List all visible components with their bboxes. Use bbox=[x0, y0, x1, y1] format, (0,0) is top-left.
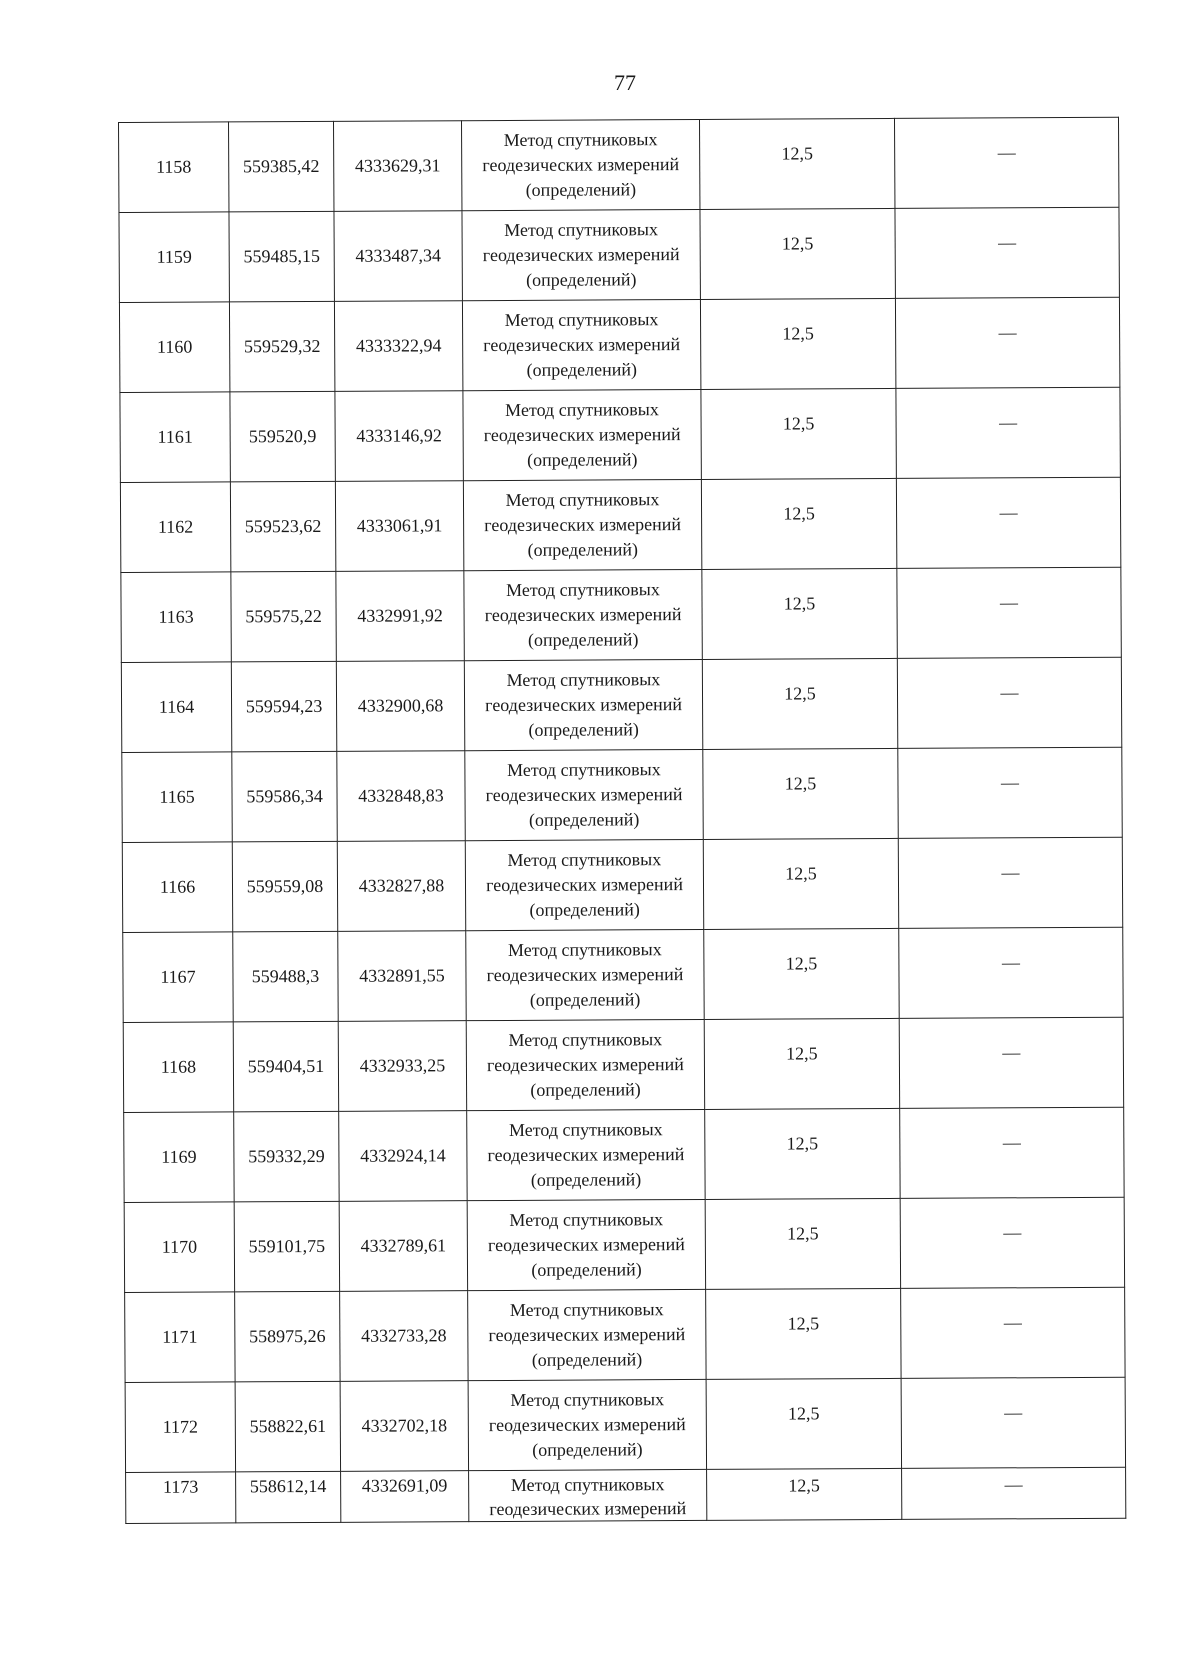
point-number-cell: 1161 bbox=[120, 392, 230, 483]
method-line: (определений) bbox=[527, 539, 638, 560]
method-line: геодезических измерений bbox=[485, 784, 683, 806]
table-row bbox=[119, 117, 1119, 212]
method-line: (определений) bbox=[525, 179, 637, 200]
method-line: геодезических измерений bbox=[484, 514, 682, 536]
method-line: геодезических измерений bbox=[486, 964, 684, 986]
table-row bbox=[119, 297, 1119, 392]
x-coordinate-cell: 559101,75 bbox=[234, 1201, 339, 1292]
point-number-cell: 1169 bbox=[124, 1112, 234, 1203]
method-cell bbox=[467, 1199, 705, 1290]
method-cell bbox=[465, 749, 703, 840]
method-line: (определений) bbox=[526, 359, 638, 380]
note-dash-cell: — bbox=[901, 1287, 1125, 1378]
table-row bbox=[124, 1197, 1124, 1292]
method-line: (определений) bbox=[531, 1259, 642, 1280]
method-cell bbox=[464, 659, 702, 750]
table-row bbox=[125, 1287, 1125, 1382]
method-line: (определений) bbox=[526, 269, 637, 290]
y-coordinate-cell: 4332733,28 bbox=[340, 1291, 468, 1382]
method-line: геодезических измерений bbox=[485, 694, 683, 716]
table-row bbox=[122, 747, 1122, 842]
method-line: Метод спутниковых bbox=[508, 1029, 663, 1050]
note-dash-cell: — bbox=[898, 747, 1122, 838]
method-line: Метод спутниковых bbox=[509, 1209, 664, 1230]
method-cell bbox=[463, 389, 701, 480]
method-line: Метод спутниковых bbox=[509, 1299, 664, 1320]
point-number-cell: 1170 bbox=[124, 1202, 234, 1293]
method-line: (определений) bbox=[529, 989, 641, 1010]
x-coordinate-cell: 559485,15 bbox=[229, 211, 334, 302]
y-coordinate-cell: 4332891,55 bbox=[338, 931, 466, 1022]
page-number: 77 bbox=[614, 70, 636, 95]
note-dash-cell: — bbox=[900, 1197, 1124, 1288]
point-number-cell: 1171 bbox=[125, 1292, 235, 1383]
x-coordinate-cell: 558822,61 bbox=[235, 1381, 340, 1472]
table-row bbox=[120, 477, 1120, 572]
method-line: (определений) bbox=[531, 1349, 643, 1370]
method-line: геодезических измерений bbox=[483, 334, 681, 356]
y-coordinate-cell: 4332933,25 bbox=[338, 1021, 466, 1112]
point-number-cell: 1160 bbox=[119, 302, 229, 393]
point-number-cell: 1173 bbox=[126, 1472, 236, 1524]
point-number-cell: 1167 bbox=[123, 932, 233, 1023]
table-row bbox=[121, 567, 1121, 662]
method-line: Метод спутниковых bbox=[503, 129, 658, 150]
accuracy-cell: 12,5 bbox=[705, 1108, 900, 1199]
table-row bbox=[121, 657, 1121, 752]
method-line: (определений) bbox=[532, 1439, 643, 1460]
note-dash-cell: — bbox=[896, 387, 1120, 478]
y-coordinate-cell: 4332900,68 bbox=[336, 661, 464, 752]
table-row bbox=[123, 1017, 1123, 1112]
method-line: Метод спутниковых bbox=[506, 669, 661, 690]
method-cell bbox=[468, 1289, 706, 1380]
method-line: (определений) bbox=[528, 809, 640, 830]
method-cell bbox=[465, 839, 703, 930]
point-number-cell: 1164 bbox=[121, 662, 231, 753]
point-number-cell: 1162 bbox=[120, 482, 230, 573]
method-line: (определений) bbox=[530, 1079, 641, 1100]
method-line: (определений) bbox=[530, 1169, 642, 1190]
method-line: геодезических измерений bbox=[488, 1414, 686, 1436]
x-coordinate-cell: 559559,08 bbox=[232, 841, 337, 932]
point-number-cell: 1158 bbox=[119, 122, 229, 213]
y-coordinate-cell: 4333322,94 bbox=[334, 301, 462, 392]
note-dash-cell: — bbox=[895, 297, 1119, 388]
method-line: геодезических измерений bbox=[486, 874, 683, 896]
method-line: геодезических измерений bbox=[487, 1234, 685, 1256]
accuracy-cell: 12,5 bbox=[699, 118, 894, 209]
accuracy-cell: 12,5 bbox=[703, 838, 898, 929]
y-coordinate-cell: 4332848,83 bbox=[337, 751, 465, 842]
point-number-cell: 1165 bbox=[122, 752, 232, 843]
accuracy-cell: 12,5 bbox=[700, 208, 895, 299]
y-coordinate-cell: 4332691,09 bbox=[341, 1471, 469, 1523]
method-cell bbox=[464, 569, 702, 660]
x-coordinate-cell: 559520,9 bbox=[230, 391, 335, 482]
y-coordinate-cell: 4332991,92 bbox=[336, 571, 464, 662]
x-coordinate-cell: 559586,34 bbox=[232, 751, 337, 842]
y-coordinate-cell: 4333629,31 bbox=[333, 121, 461, 212]
method-line: Метод спутниковых bbox=[508, 1119, 663, 1140]
method-cell bbox=[467, 1109, 705, 1200]
method-line: геодезических измерений bbox=[489, 1498, 687, 1520]
method-line: Метод спутниковых bbox=[505, 399, 659, 420]
accuracy-cell: 12,5 bbox=[705, 1198, 900, 1289]
table-row bbox=[120, 387, 1120, 482]
method-line: (определений) bbox=[527, 629, 639, 650]
point-number-cell: 1172 bbox=[125, 1382, 235, 1473]
method-cell bbox=[463, 479, 701, 570]
method-cell bbox=[461, 119, 699, 210]
x-coordinate-cell: 559523,62 bbox=[230, 481, 335, 572]
table-row bbox=[119, 207, 1119, 302]
method-line: Метод спутниковых bbox=[506, 759, 661, 780]
y-coordinate-cell: 4333487,34 bbox=[334, 211, 462, 302]
method-cell bbox=[466, 1019, 704, 1110]
x-coordinate-cell: 559575,22 bbox=[231, 571, 336, 662]
note-dash-cell: — bbox=[901, 1377, 1125, 1468]
method-line: (определений) bbox=[529, 899, 640, 920]
x-coordinate-cell: 559385,42 bbox=[229, 121, 334, 212]
method-line: (определений) bbox=[527, 449, 638, 470]
accuracy-cell: 12,5 bbox=[704, 1018, 899, 1109]
note-dash-cell: — bbox=[898, 837, 1122, 928]
accuracy-cell: 12,5 bbox=[706, 1378, 901, 1469]
accuracy-cell: 12,5 bbox=[701, 388, 896, 479]
method-cell bbox=[462, 299, 700, 390]
method-line: Метод спутниковых bbox=[504, 219, 658, 240]
accuracy-cell: 12,5 bbox=[701, 478, 896, 569]
x-coordinate-cell: 559488,3 bbox=[233, 931, 338, 1022]
point-number-cell: 1159 bbox=[119, 212, 229, 303]
method-line: геодезических измерений bbox=[482, 244, 680, 266]
note-dash-cell: — bbox=[894, 117, 1118, 208]
table-row bbox=[125, 1377, 1125, 1472]
accuracy-cell: 12,5 bbox=[704, 928, 899, 1019]
method-line: Метод спутниковых bbox=[505, 489, 660, 510]
method-cell bbox=[462, 209, 700, 300]
table-row bbox=[126, 1467, 1126, 1523]
note-dash-cell: — bbox=[899, 927, 1123, 1018]
x-coordinate-cell: 558612,14 bbox=[236, 1471, 341, 1523]
note-dash-cell: — bbox=[902, 1467, 1126, 1519]
point-number-cell: 1166 bbox=[122, 842, 232, 933]
method-line: геодезических измерений bbox=[484, 604, 682, 626]
y-coordinate-cell: 4332789,61 bbox=[339, 1201, 467, 1292]
accuracy-cell: 12,5 bbox=[703, 748, 898, 839]
method-line: геодезических измерений bbox=[487, 1144, 685, 1166]
method-line: геодезических измерений bbox=[486, 1054, 684, 1076]
method-cell bbox=[468, 1379, 706, 1470]
document-sheet bbox=[118, 117, 1125, 1524]
note-dash-cell: — bbox=[897, 567, 1121, 658]
method-line: Метод спутниковых bbox=[506, 579, 660, 600]
accuracy-cell: 12,5 bbox=[700, 298, 895, 389]
x-coordinate-cell: 559594,23 bbox=[231, 661, 336, 752]
method-line: геодезических измерений bbox=[488, 1324, 686, 1346]
accuracy-cell: 12,5 bbox=[707, 1468, 902, 1520]
accuracy-cell: 12,5 bbox=[706, 1288, 901, 1379]
y-coordinate-cell: 4333061,91 bbox=[335, 481, 463, 572]
note-dash-cell: — bbox=[900, 1107, 1124, 1198]
method-line: Метод спутниковых bbox=[507, 849, 662, 870]
table-row bbox=[124, 1107, 1124, 1202]
table-body bbox=[119, 117, 1126, 1523]
method-cell bbox=[466, 929, 704, 1020]
accuracy-cell: 12,5 bbox=[702, 658, 897, 749]
note-dash-cell: — bbox=[899, 1017, 1123, 1108]
table-row bbox=[123, 927, 1123, 1022]
method-line: Метод спутниковых bbox=[507, 939, 662, 960]
y-coordinate-cell: 4332924,14 bbox=[339, 1111, 467, 1202]
note-dash-cell: — bbox=[895, 207, 1119, 298]
x-coordinate-cell: 559529,32 bbox=[229, 301, 334, 392]
method-line: геодезических измерений bbox=[483, 424, 681, 446]
note-dash-cell: — bbox=[897, 657, 1121, 748]
method-line: Метод спутниковых bbox=[510, 1389, 665, 1410]
point-number-cell: 1163 bbox=[121, 572, 231, 663]
x-coordinate-cell: 559332,29 bbox=[234, 1111, 339, 1202]
x-coordinate-cell: 559404,51 bbox=[233, 1021, 338, 1112]
accuracy-cell: 12,5 bbox=[702, 568, 897, 659]
y-coordinate-cell: 4332702,18 bbox=[340, 1381, 468, 1472]
y-coordinate-cell: 4332827,88 bbox=[337, 841, 465, 932]
point-number-cell: 1168 bbox=[123, 1022, 233, 1113]
y-coordinate-cell: 4333146,92 bbox=[335, 391, 463, 482]
x-coordinate-cell: 558975,26 bbox=[235, 1291, 340, 1382]
method-line: геодезических измерений bbox=[482, 154, 680, 176]
method-line: Метод спутниковых bbox=[504, 309, 659, 330]
table-row bbox=[122, 837, 1122, 932]
coordinates-table bbox=[118, 117, 1126, 1524]
method-line: (определений) bbox=[528, 719, 639, 740]
method-cell bbox=[469, 1469, 707, 1521]
method-line: Метод спутниковых bbox=[510, 1474, 665, 1495]
note-dash-cell: — bbox=[896, 477, 1120, 568]
